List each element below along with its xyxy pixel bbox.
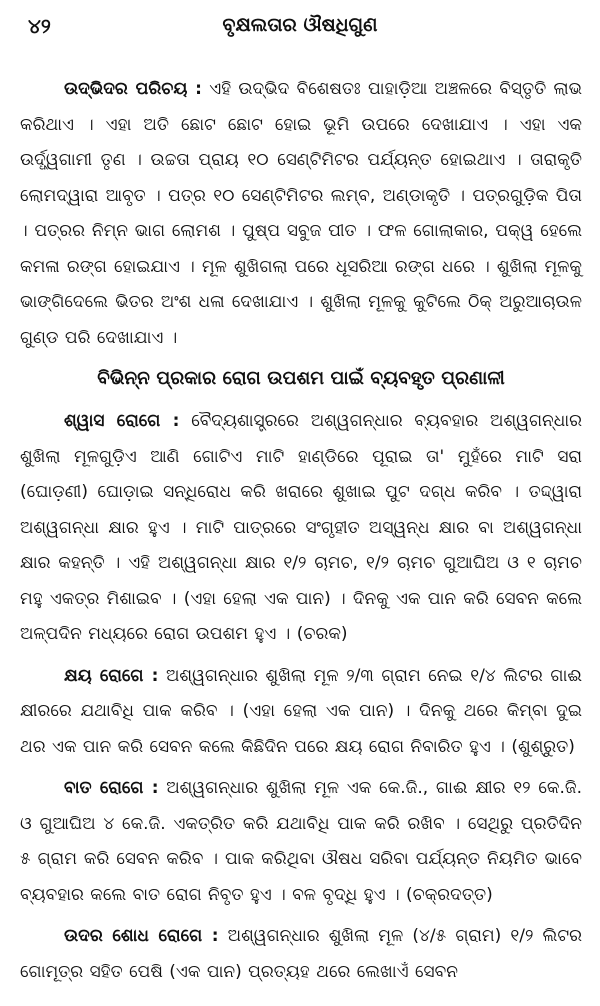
page-number: ୪୨ xyxy=(28,14,51,38)
remedy-paragraph xyxy=(20,919,582,990)
section-heading: ବିଭିନ୍ନ ପ୍ରକାର ରୋଗ ଉପଶମ ପାଇଁ ବ୍ୟବହୃତ ପ୍ରଣାଳୀ xyxy=(97,368,505,389)
remedy-lead: କ୍ଷୟ ରୋଗେ : xyxy=(64,665,159,686)
remedy-paragraph xyxy=(20,771,582,913)
remedy-text: ଅଶ୍ୱଗନ୍ଧାର ଶୁଖିଲା ମୂଳ ଏକ କେ.ଜି., ଗାଈ କ୍ଷୀର ୧୨ କେ.ଜି. ଓ ଗୁଆଘିଅ ୪ କେ.ଜି. ଏକତ୍ରିତ କରି ଯଥାବିଧି ପାକ କରି ରଖିବ । ସେଥିରୁ ପ୍ରତିଦିନ ୫ ଗ୍ରାମ କରି ସେବନ କରିବ । ପାକ କରିଥିବା ଔଷଧ ସରିବା ପର୍ଯ୍ୟନ୍ତ ନିୟମିତ ଭାବେ ବ୍ୟବହାର କଲେ ବାତ ରୋଗ ନିବୃତ ହୁଏ । ବଳ ବୃଦ୍ଧି ହୁଏ । (ଚକ୍ରଦତ୍ତ) xyxy=(20,778,582,905)
remedy-text: ବୈଦ୍ୟଶାସ୍ତ୍ରରେ ଅଶ୍ୱଗନ୍ଧାର ବ୍ୟବହାର ଅଶ୍ୱଗନ୍ଧାର ଶୁଖିଲା ମୂଳଗୁଡ଼ିଏ ଆଣି ଗୋଟିଏ ମାଟି ହାଣ୍ଡିରେ ପୂରାଇ ତା' ମୁହଁରେ ମାଟି ସରା (ଘୋଡ଼ଣୀ) ଘୋଡ଼ାଇ ସନ୍ଧିରୋଧ କରି ଖରାରେ ଶୁଖାଇ ପୁଟ ଦଗ୍ଧ କରିବ । ତଦ୍ଦ୍ୱାରା ଅଶ୍ୱଗନ୍ଧା କ୍ଷାର ହୁଏ । ମାଟି ପାତ୍ରରେ ସଂଗୃହୀତ ଅସ୍ୱନ୍ଧ କ୍ଷାର ବା ଅଶ୍ୱଗନ୍ଧା କ୍ଷାର କହନ୍ତି । ଏହି ଅଶ୍ୱଗନ୍ଧା କ୍ଷାର ୧/୨ ଚାମଚ, ୧/୨ ଚାମଚ ଗୁଆଘିଅ ଓ ୧ ଚାମଚ ମହୁ ଏକତ୍ର ମିଶାଇବ । (ଏହା ହେଲା ଏକ ପାନ) । ଦିନକୁ ଏକ ପାନ କରି ସେବନ କଲେ ଅଳ୍ପଦିନ ମଧ୍ୟରେ ରୋଗ ଉପଶମ ହୁଏ । (ଚରକ) xyxy=(20,411,582,644)
intro-paragraph xyxy=(20,72,582,356)
running-title: ବୃକ୍ଷଲତାର ଔଷଧିଗୁଣ xyxy=(222,14,378,36)
intro-text: ଏହି ଉଦ୍ଭିଦ ବିଶେଷତଃ ପାହାଡ଼ିଆ ଅଞ୍ଚଳରେ ବିସ୍ତୃତି ଲାଭ କରିଥାଏ । ଏହା ଅତି ଛୋଟ ଛୋଟ ହୋଇ ଭୂମି ଉପରେ ଦେଖାଯାଏ । ଏହା ଏକ ଉର୍ଦ୍ଧ୍ୱଗାମୀ ତୃଣ । ଉଚ୍ଚତା ପ୍ରାୟ ୧୦ ସେଣ୍ଟିମିଟର ପର୍ଯ୍ୟନ୍ତ ହୋଇଥାଏ । ତାରାକୃତି ଲୋମଦ୍ୱାରା ଆବୃତ । ପତ୍ର ୧୦ ସେଣ୍ଟିମିଟର ଲମ୍ବ, ଅଣ୍ଡାକୃତି । ପତ୍ରଗୁଡ଼ିକ ପିତା । ପତ୍ରର ନିମ୍ନ ଭାଗ ଲୋମଶ । ପୁଷ୍ପ ସବୁଜ ପୀତ । ଫଳ ଗୋଲାକାର, ପକ୍ୱ ହେଲେ କମଳା ରଙ୍ଗ ହୋଇଯାଏ । ମୂଳ ଶୁଖିଗଲା ପରେ ଧୂସରିଆ ରଙ୍ଗ ଧରେ । ଶୁଖିଲା ମୂଳକୁ ଭାଙ୍ଗିଦେଲେ ଭିତର ଅଂଶ ଧଳା ଦେଖାଯାଏ । ଶୁଖିଲା ମୂଳକୁ କୁଟିଲେ ଠିକ୍ ଅରୁଆଚାଉଳ ଗୁଣ୍ଡ ପରି ଦେଖାଯାଏ । xyxy=(20,79,583,348)
remedy-text: ଅଶ୍ୱଗନ୍ଧାର ଶୁଖିଲା ମୂଳ ୨/୩ ଗ୍ରାମ ନେଇ ୧/୪ ଲିଟର ଗାଈ କ୍ଷୀରରେ ଯଥାବିଧି ପାକ କରିବ । (ଏହା ହେଲା ଏକ ପାନ) । ଦିନକୁ ଥରେ କିମ୍ବା ଦୁଇ ଥର ଏକ ପାନ କରି ସେବନ କଲେ କିଛିଦିନ ପରେ କ୍ଷୟ ରୋଗ ନିବାରିତ ହୁଏ । (ଶୁଶ୍ରୁତ) xyxy=(20,665,582,757)
remedy-text: ଅଶ୍ୱଗନ୍ଧାର ଶୁଖିଲା ମୂଳ (୪/୫ ଗ୍ରାମ) ୧/୨ ଲିଟର ଗୋମୂତ୍ର ସହିତ ପେଷି (ଏକ ପାନ) ପ୍ରତ୍ୟହ ଥରେ ଲେଖାଏଁ ସେବନ xyxy=(20,926,582,982)
page-body xyxy=(20,72,582,996)
page-header xyxy=(0,0,600,56)
remedy-lead: ଶ୍ୱାସ ରୋଗେ : xyxy=(64,411,180,431)
remedy-paragraph xyxy=(20,404,582,653)
intro-lead: ଉଦ୍ଭିଦର ପରିଚୟ : xyxy=(64,79,202,99)
remedy-paragraph xyxy=(20,659,582,766)
remedy-lead: ବାତ ରୋଗେ : xyxy=(64,778,159,798)
remedy-lead: ଉଦର ଶୋଧ ରୋଗେ : xyxy=(64,926,219,946)
